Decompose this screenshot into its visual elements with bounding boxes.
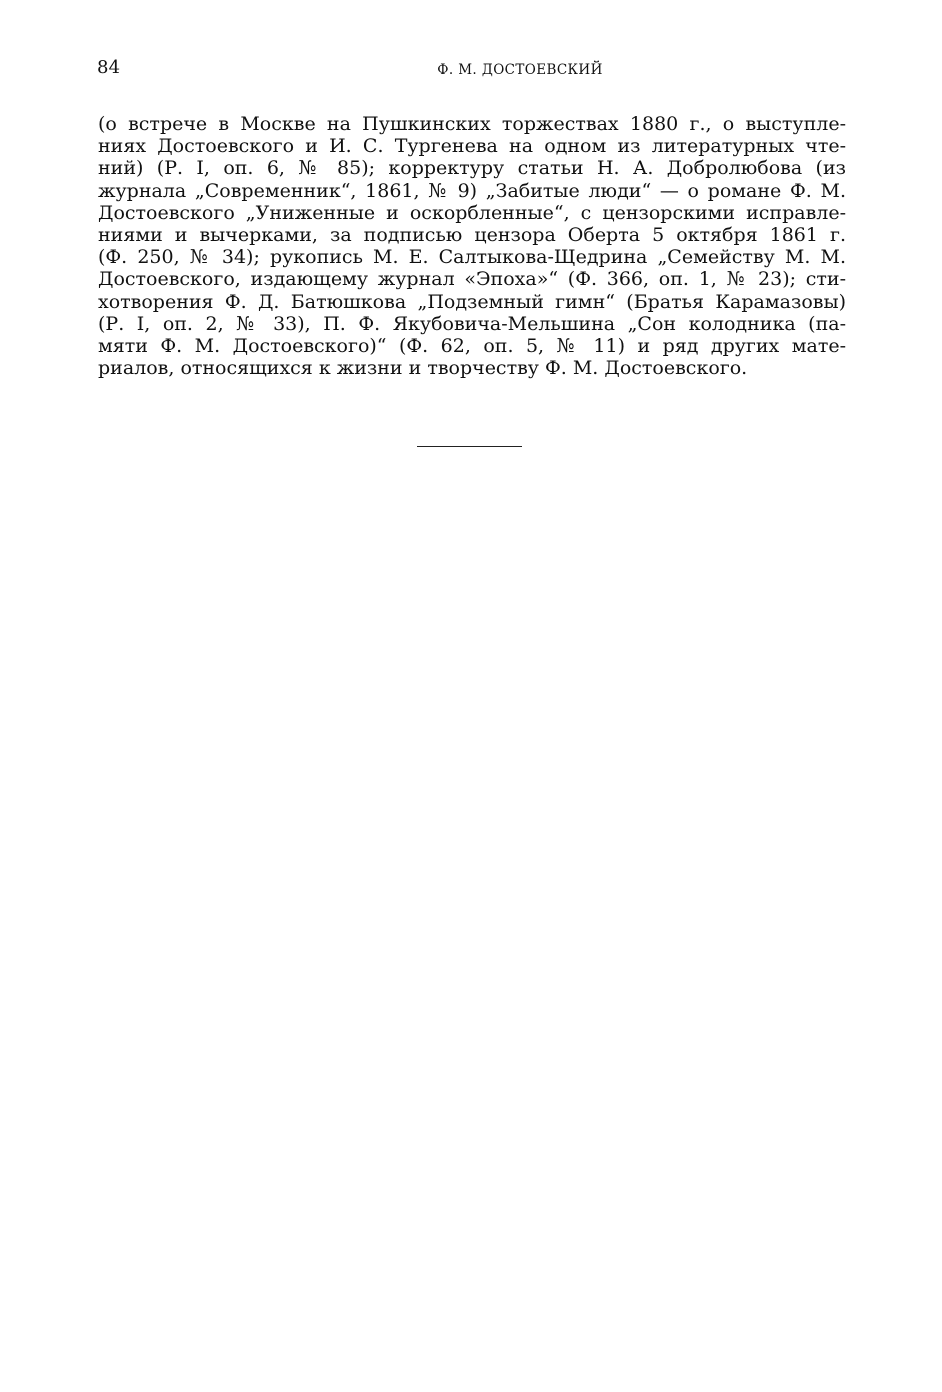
text-line: ниями и вычерками, за подписью цензора Оберта 5 октября 1861 г.	[98, 223, 846, 246]
text-line: Достоевского „Униженные и оскорбленные“, с цензорскими исправле-	[98, 201, 846, 224]
text-line: журнала „Современник“, 1861, № 9) „Забитые люди“ — о романе Ф. М.	[98, 179, 846, 202]
text-line: мяти Ф. М. Достоевского)“ (Ф. 62, оп. 5, № 11) и ряд других мате-	[98, 334, 846, 357]
text-line: Достоевского, издающему журнал «Эпоха»“ (Ф. 366, оп. 1, № 23); сти-	[98, 268, 846, 291]
text-line: хотворения Ф. Д. Батюшкова „Подземный гимн“ (Братья Карамазовы)	[98, 290, 846, 313]
text-line: (о встрече в Москве на Пушкинских торжествах 1880 г., о выступле-	[98, 113, 846, 135]
text-line: (Р. I, оп. 2, № 33), П. Ф. Якубовича-Мельшина „Сон колодника (па-	[98, 312, 846, 335]
text-line: (Ф. 250, № 34); рукопись М. Е. Салтыкова-Щедрина „Семейству М. М.	[98, 246, 846, 269]
page-number: 84	[97, 57, 121, 78]
section-end-rule	[417, 446, 522, 447]
text-line: ний) (Р. I, оп. 6, № 85); корректуру статьи Н. А. Добролюбова (из	[98, 157, 846, 180]
text-line: ниях Достоевского и И. С. Тургенева на одном из литературных чте-	[98, 135, 846, 158]
body-paragraph	[98, 113, 846, 379]
running-title: Ф. М. ДОСТОЕВСКИЙ	[437, 62, 603, 78]
text-line-last: риалов, относящихся к жизни и творчеству Ф. М. Достоевского.	[98, 357, 748, 380]
